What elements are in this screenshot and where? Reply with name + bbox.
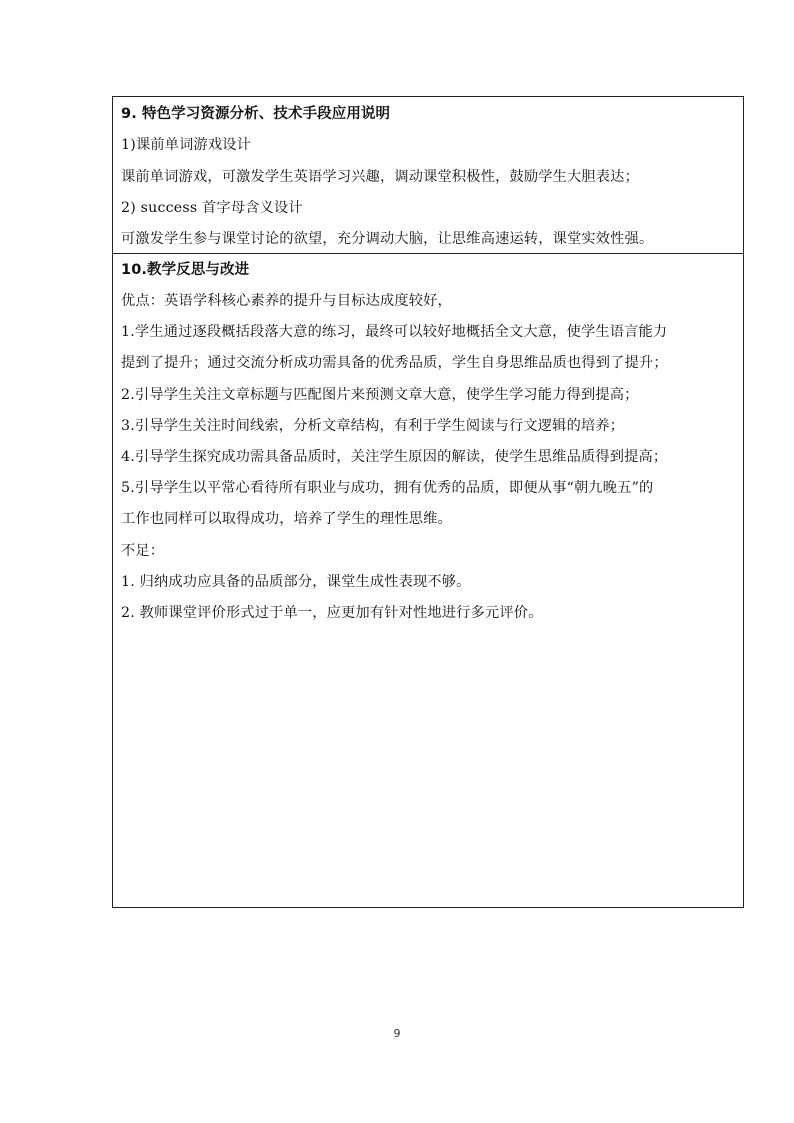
section-resources-technology: [113, 97, 743, 254]
section-9-item-2-body: 可激发学生参与课堂讨论的欲望，充分调动大脑，让思维高速运转，课堂实效性强。: [121, 231, 654, 247]
strength-line: 工作也同样可以取得成功，培养了学生的理性思维。: [121, 511, 452, 527]
strength-line: 2.引导学生关注文章标题与匹配图片来预测文章大意，使学生学习能力得到提高；: [121, 387, 639, 403]
strength-line: 5.引导学生以平常心看待所有职业与成功，拥有优秀的品质，即便从事“朝九晚五”的: [121, 480, 654, 496]
strength-line: 提到了提升；通过交流分析成功需具备的优秀品质，学生自身思维品质也得到了提升；: [121, 355, 668, 371]
weaknesses-intro: 不足：: [121, 543, 165, 559]
section-10-heading: 10.教学反思与改进: [121, 262, 250, 278]
strength-line: 1.学生通过逐段概括段落大意的练习，最终可以较好地概括全文大意，使学生语言能力: [121, 324, 668, 340]
section-9-item-1-title: 1)课前单词游戏设计: [121, 137, 252, 153]
strengths-intro: 优点：英语学科核心素养的提升与目标达成度较好，: [121, 293, 452, 309]
section-9-item-2-title: 2) success 首字母含义设计: [121, 200, 303, 216]
section-9-heading: 9. 特色学习资源分析、技术手段应用说明: [121, 106, 391, 122]
strength-line: 4.引导学生探究成功需具备品质时，关注学生原因的解读，使学生思维品质得到提高；: [121, 449, 668, 465]
section-reflection-improvement: [113, 254, 743, 907]
weakness-line: 1. 归纳成功应具备的品质部分，课堂生成性表现不够。: [121, 574, 471, 590]
page-number: 9: [393, 1027, 401, 1040]
section-9-item-1-body: 课前单词游戏，可激发学生英语学习兴趣，调动课堂积极性，鼓励学生大胆表达；: [121, 169, 639, 185]
weakness-line: 2. 教师课堂评价形式过于单一，应更加有针对性地进行多元评价。: [121, 605, 543, 621]
lesson-plan-table: [112, 96, 744, 908]
strength-line: 3.引导学生关注时间线索，分析文章结构，有利于学生阅读与行文逻辑的培养；: [121, 418, 625, 434]
